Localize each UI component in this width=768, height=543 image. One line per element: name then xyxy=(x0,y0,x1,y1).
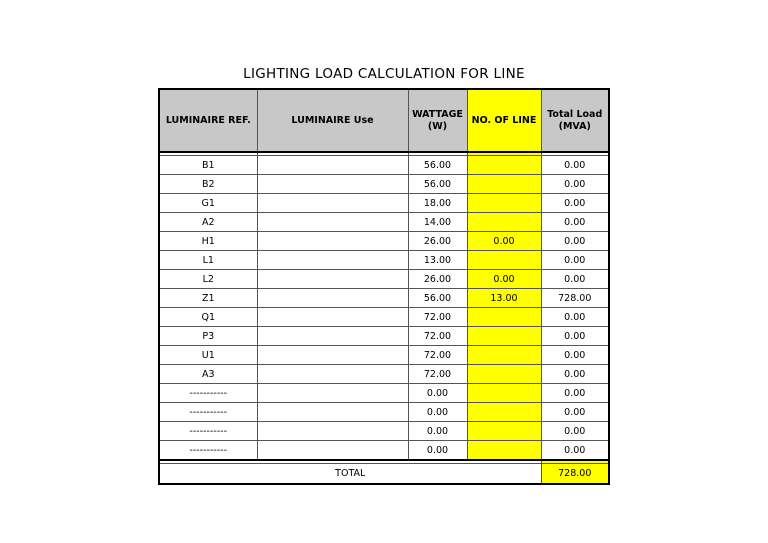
table-row xyxy=(159,384,609,403)
cell-luminaire-ref[interactable]: ----------- xyxy=(159,422,257,441)
cell-luminaire-use[interactable] xyxy=(257,384,408,403)
cell-no-of-line[interactable] xyxy=(467,251,541,270)
cell-total-load[interactable]: 0.00 xyxy=(541,365,609,384)
cell-no-of-line[interactable] xyxy=(467,327,541,346)
table-row xyxy=(159,327,609,346)
header-luminaire-use: LUMINAIRE Use xyxy=(257,89,408,152)
cell-wattage[interactable]: 14.00 xyxy=(408,213,467,232)
cell-total-load[interactable]: 0.00 xyxy=(541,270,609,289)
cell-luminaire-ref[interactable]: L1 xyxy=(159,251,257,270)
cell-wattage[interactable]: 0.00 xyxy=(408,422,467,441)
cell-luminaire-use[interactable] xyxy=(257,194,408,213)
cell-total-load[interactable]: 0.00 xyxy=(541,308,609,327)
cell-luminaire-use[interactable] xyxy=(257,270,408,289)
table-row xyxy=(159,422,609,441)
cell-no-of-line[interactable] xyxy=(467,213,541,232)
cell-luminaire-use[interactable] xyxy=(257,327,408,346)
cell-no-of-line[interactable]: 0.00 xyxy=(467,270,541,289)
cell-total-load[interactable]: 0.00 xyxy=(541,384,609,403)
cell-luminaire-ref[interactable]: A2 xyxy=(159,213,257,232)
cell-total-load[interactable]: 0.00 xyxy=(541,403,609,422)
cell-luminaire-use[interactable] xyxy=(257,213,408,232)
cell-wattage[interactable]: 72.00 xyxy=(408,327,467,346)
cell-luminaire-ref[interactable]: L2 xyxy=(159,270,257,289)
cell-total-load[interactable]: 0.00 xyxy=(541,175,609,194)
table-row xyxy=(159,270,609,289)
header-row xyxy=(159,89,609,152)
cell-total-load[interactable]: 0.00 xyxy=(541,232,609,251)
table-row xyxy=(159,251,609,270)
cell-luminaire-use[interactable] xyxy=(257,365,408,384)
cell-luminaire-use[interactable] xyxy=(257,175,408,194)
cell-luminaire-use[interactable] xyxy=(257,403,408,422)
cell-wattage[interactable]: 13.00 xyxy=(408,251,467,270)
cell-luminaire-use[interactable] xyxy=(257,251,408,270)
cell-luminaire-ref[interactable]: ----------- xyxy=(159,441,257,461)
table-row xyxy=(159,308,609,327)
page-title: LIGHTING LOAD CALCULATION FOR LINE xyxy=(243,66,525,82)
cell-luminaire-ref[interactable]: B1 xyxy=(159,156,257,175)
cell-no-of-line[interactable] xyxy=(467,365,541,384)
cell-luminaire-ref[interactable]: B2 xyxy=(159,175,257,194)
cell-no-of-line[interactable] xyxy=(467,194,541,213)
table-row xyxy=(159,175,609,194)
table-row xyxy=(159,346,609,365)
cell-wattage[interactable]: 56.00 xyxy=(408,175,467,194)
table-row xyxy=(159,289,609,308)
cell-total-load[interactable]: 0.00 xyxy=(541,194,609,213)
cell-luminaire-ref[interactable]: H1 xyxy=(159,232,257,251)
cell-luminaire-use[interactable] xyxy=(257,441,408,461)
cell-total-load[interactable]: 728.00 xyxy=(541,289,609,308)
table-row xyxy=(159,403,609,422)
cell-luminaire-use[interactable] xyxy=(257,422,408,441)
cell-luminaire-use[interactable] xyxy=(257,289,408,308)
cell-wattage[interactable]: 0.00 xyxy=(408,384,467,403)
cell-luminaire-use[interactable] xyxy=(257,346,408,365)
cell-luminaire-use[interactable] xyxy=(257,156,408,175)
cell-luminaire-ref[interactable]: U1 xyxy=(159,346,257,365)
cell-no-of-line[interactable] xyxy=(467,422,541,441)
cell-wattage[interactable]: 72.00 xyxy=(408,365,467,384)
cell-luminaire-ref[interactable]: ----------- xyxy=(159,403,257,422)
table-body xyxy=(159,152,609,484)
cell-total-load[interactable]: 0.00 xyxy=(541,213,609,232)
cell-no-of-line[interactable]: 0.00 xyxy=(467,232,541,251)
header-total-load: Total Load (MVA) xyxy=(541,89,609,152)
cell-luminaire-use[interactable] xyxy=(257,232,408,251)
total-row xyxy=(159,464,609,485)
cell-wattage[interactable]: 0.00 xyxy=(408,441,467,461)
cell-total-load[interactable]: 0.00 xyxy=(541,346,609,365)
cell-luminaire-ref[interactable]: Q1 xyxy=(159,308,257,327)
cell-no-of-line[interactable] xyxy=(467,308,541,327)
cell-wattage[interactable]: 56.00 xyxy=(408,289,467,308)
cell-luminaire-ref[interactable]: A3 xyxy=(159,365,257,384)
cell-luminaire-use[interactable] xyxy=(257,308,408,327)
header-luminaire-ref: LUMINAIRE REF. xyxy=(159,89,257,152)
cell-total-load[interactable]: 0.00 xyxy=(541,441,609,461)
cell-no-of-line[interactable] xyxy=(467,441,541,461)
total-label: TOTAL xyxy=(159,464,541,485)
cell-wattage[interactable]: 18.00 xyxy=(408,194,467,213)
cell-no-of-line[interactable] xyxy=(467,175,541,194)
cell-wattage[interactable]: 56.00 xyxy=(408,156,467,175)
cell-wattage[interactable]: 0.00 xyxy=(408,403,467,422)
table-row xyxy=(159,232,609,251)
cell-no-of-line[interactable]: 13.00 xyxy=(467,289,541,308)
cell-luminaire-ref[interactable]: Z1 xyxy=(159,289,257,308)
total-value: 728.00 xyxy=(541,464,609,485)
cell-no-of-line[interactable] xyxy=(467,156,541,175)
cell-wattage[interactable]: 26.00 xyxy=(408,270,467,289)
cell-wattage[interactable]: 72.00 xyxy=(408,308,467,327)
table-row xyxy=(159,194,609,213)
cell-wattage[interactable]: 26.00 xyxy=(408,232,467,251)
cell-no-of-line[interactable] xyxy=(467,346,541,365)
header-wattage: WATTAGE (W) xyxy=(408,89,467,152)
cell-no-of-line[interactable] xyxy=(467,403,541,422)
cell-total-load[interactable]: 0.00 xyxy=(541,327,609,346)
header-no-of-line: NO. OF LINE xyxy=(467,89,541,152)
cell-luminaire-ref[interactable]: P3 xyxy=(159,327,257,346)
cell-luminaire-ref[interactable]: ----------- xyxy=(159,384,257,403)
cell-luminaire-ref[interactable]: G1 xyxy=(159,194,257,213)
cell-total-load[interactable]: 0.00 xyxy=(541,422,609,441)
cell-total-load[interactable]: 0.00 xyxy=(541,156,609,175)
table-row xyxy=(159,213,609,232)
cell-no-of-line[interactable] xyxy=(467,384,541,403)
table-row xyxy=(159,156,609,175)
table-row xyxy=(159,441,609,461)
table-row xyxy=(159,365,609,384)
cell-total-load[interactable]: 0.00 xyxy=(541,251,609,270)
lighting-load-table xyxy=(158,88,610,485)
cell-wattage[interactable]: 72.00 xyxy=(408,346,467,365)
